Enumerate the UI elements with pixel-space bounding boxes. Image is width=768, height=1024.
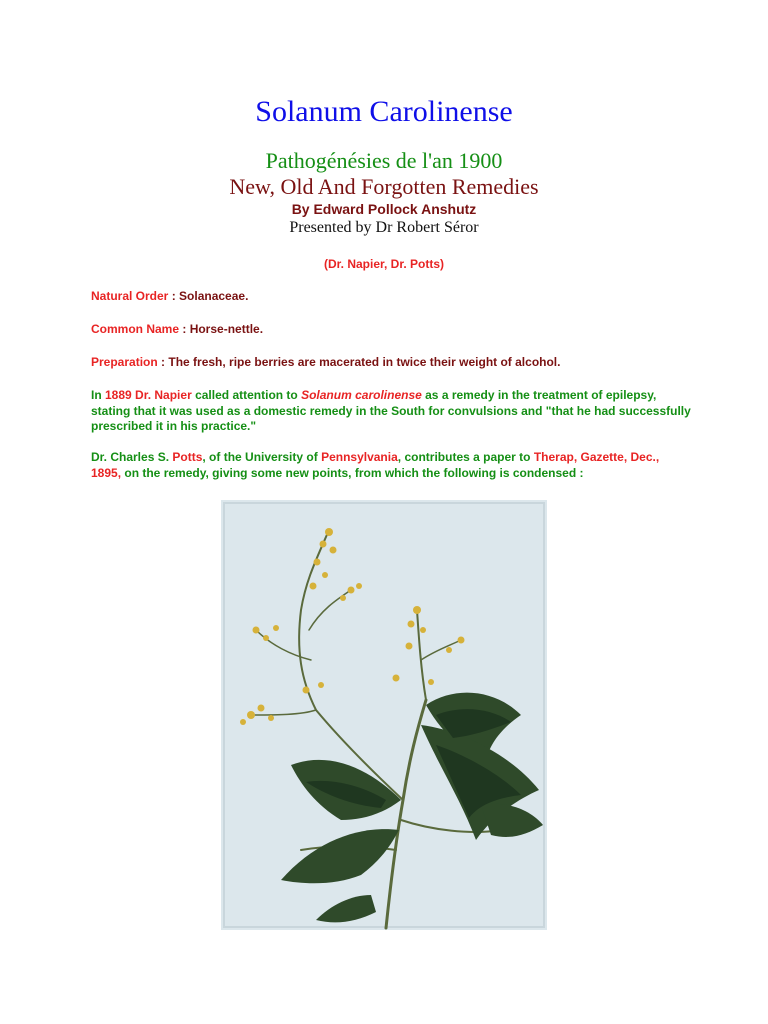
page-title: Solanum Carolinense bbox=[255, 95, 513, 128]
preparation-paragraph bbox=[91, 355, 691, 371]
potts-paragraph bbox=[91, 450, 691, 481]
natural-order-value: Solanaceae. bbox=[179, 289, 249, 303]
napier-plant-name: Solanum carolinense bbox=[301, 388, 422, 402]
preparation-separator: : bbox=[157, 355, 169, 369]
potts-text-3: , contributes a paper to bbox=[397, 450, 534, 464]
preparation-value: The fresh, ripe berries are macerated in twice their weight of alcohol. bbox=[168, 355, 561, 369]
common-name-separator: : bbox=[179, 322, 190, 336]
napier-paragraph bbox=[91, 388, 691, 435]
potts-university: Pennsylvania bbox=[321, 450, 398, 464]
common-name-paragraph bbox=[91, 322, 691, 338]
subtitle-pathogenesies: Pathogénésies de l'an 1900 bbox=[265, 148, 503, 173]
potts-name: Potts bbox=[172, 450, 203, 464]
plant-drawing bbox=[221, 500, 547, 930]
potts-text-1: Dr. Charles S. bbox=[91, 450, 173, 464]
presenter-line: Presented by Dr Robert Séror bbox=[289, 219, 479, 236]
napier-text-1: In bbox=[91, 388, 105, 402]
napier-text-3: called attention to bbox=[191, 388, 302, 402]
preparation-label: Preparation bbox=[91, 355, 158, 369]
natural-order-separator: : bbox=[168, 289, 180, 303]
common-name-label: Common Name bbox=[91, 322, 180, 336]
common-name-value: Horse-nettle. bbox=[189, 322, 264, 336]
natural-order-paragraph bbox=[91, 289, 691, 305]
napier-name: Dr. Napier bbox=[135, 388, 192, 402]
napier-text-4: as a remedy in the treatment of epilepsy, stating that it was used as a domestic remedy in the South for convulsions and "that he had successfully prescribed it in his practice." bbox=[91, 388, 691, 433]
potts-text-2: , of the University of bbox=[202, 450, 322, 464]
natural-order-label: Natural Order bbox=[91, 289, 169, 303]
potts-journal: Therap, Gazette, Dec., 1895, bbox=[91, 450, 660, 480]
references-line: (Dr. Napier, Dr. Potts) bbox=[323, 257, 445, 271]
napier-year: 1889 bbox=[105, 388, 132, 402]
author-line: By Edward Pollock Anshutz bbox=[291, 201, 477, 217]
plant-illustration bbox=[221, 500, 547, 930]
potts-text-4: on the remedy, giving some new points, from which the following is condensed : bbox=[121, 465, 584, 480]
subtitle-remedies: New, Old And Forgotten Remedies bbox=[229, 174, 539, 199]
